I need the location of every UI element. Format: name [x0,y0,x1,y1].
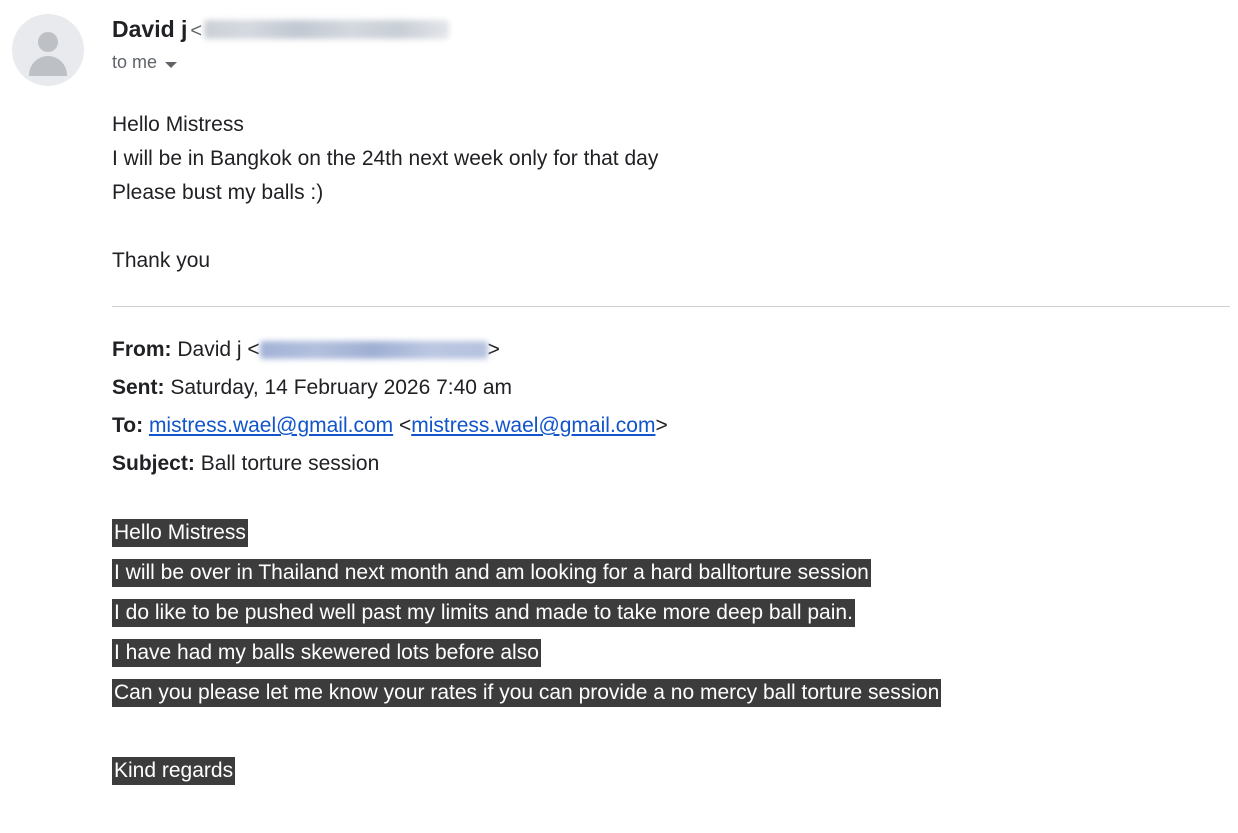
body-spacer [112,210,1218,244]
quoted-to-email-link[interactable]: mistress.wael@gmail.com [148,414,394,437]
quoted-sent-label: Sent: [112,376,165,399]
message-header [0,14,1238,86]
message-body [0,108,1238,278]
quoted-body-line [112,593,1238,633]
recipient-label: to me [112,52,158,72]
person-icon [38,32,58,52]
highlighted-text: Kind regards [112,757,235,785]
message-body-line: Hello Mistress [112,113,244,136]
highlighted-text: I have had my balls skewered lots before also [112,639,541,667]
quoted-subject-row [112,445,1238,483]
quoted-from-value: David j [177,338,242,361]
quoted-headers [0,331,1238,483]
quoted-sent-value: Saturday, 14 February 2026 7:40 am [170,376,512,399]
sender-line [112,14,1238,46]
quoted-body-line [112,513,1238,553]
quoted-from-label: From: [112,338,172,361]
chevron-down-icon[interactable] [165,62,177,68]
message-header-text [84,14,1238,73]
quoted-subject-value: Ball torture session [200,452,380,475]
recipient-line[interactable] [112,52,1238,73]
avatar[interactable] [12,14,84,86]
quoted-to-angle-close: > [655,414,668,437]
message-body-line: I will be in Bangkok on the 24th next week only for that day [112,147,659,170]
sender-email-redacted [204,20,449,39]
quoted-from-row [112,331,1238,369]
message-closing: Thank you [112,249,211,272]
highlighted-text: I will be over in Thailand next month and am looking for a hard balltorture session [112,559,871,587]
quoted-to-angle-open: < [398,414,412,437]
quoted-from-angle-open: < [247,338,260,361]
sender-name: David j [112,16,188,42]
quoted-subject-label: Subject: [112,452,195,475]
quoted-body-spacer [112,713,1238,751]
person-icon-body [29,56,67,76]
quoted-body-line [112,553,1238,593]
quoted-message-body [0,513,1238,791]
message-body-line: Please bust my balls :) [112,181,324,204]
sender-angle-open: < [190,20,203,42]
highlighted-text: Can you please let me know your rates if you can provide a no mercy ball torture session [112,679,941,707]
quoted-body-line [112,673,1238,713]
quoted-sent-row [112,369,1238,407]
quoted-signoff [112,751,1238,791]
quoted-from-email-redacted [260,341,488,359]
quoted-from-angle-close: > [487,338,500,361]
highlighted-text: I do like to be pushed well past my limits and made to take more deep ball pain. [112,599,855,627]
quoted-divider [112,306,1230,307]
highlighted-text: Hello Mistress [112,519,248,547]
quoted-to-row [112,407,1238,445]
quoted-to-label: To: [112,414,144,437]
quoted-body-line [112,633,1238,673]
quoted-to-email-alt-link[interactable]: mistress.wael@gmail.com [411,414,656,437]
